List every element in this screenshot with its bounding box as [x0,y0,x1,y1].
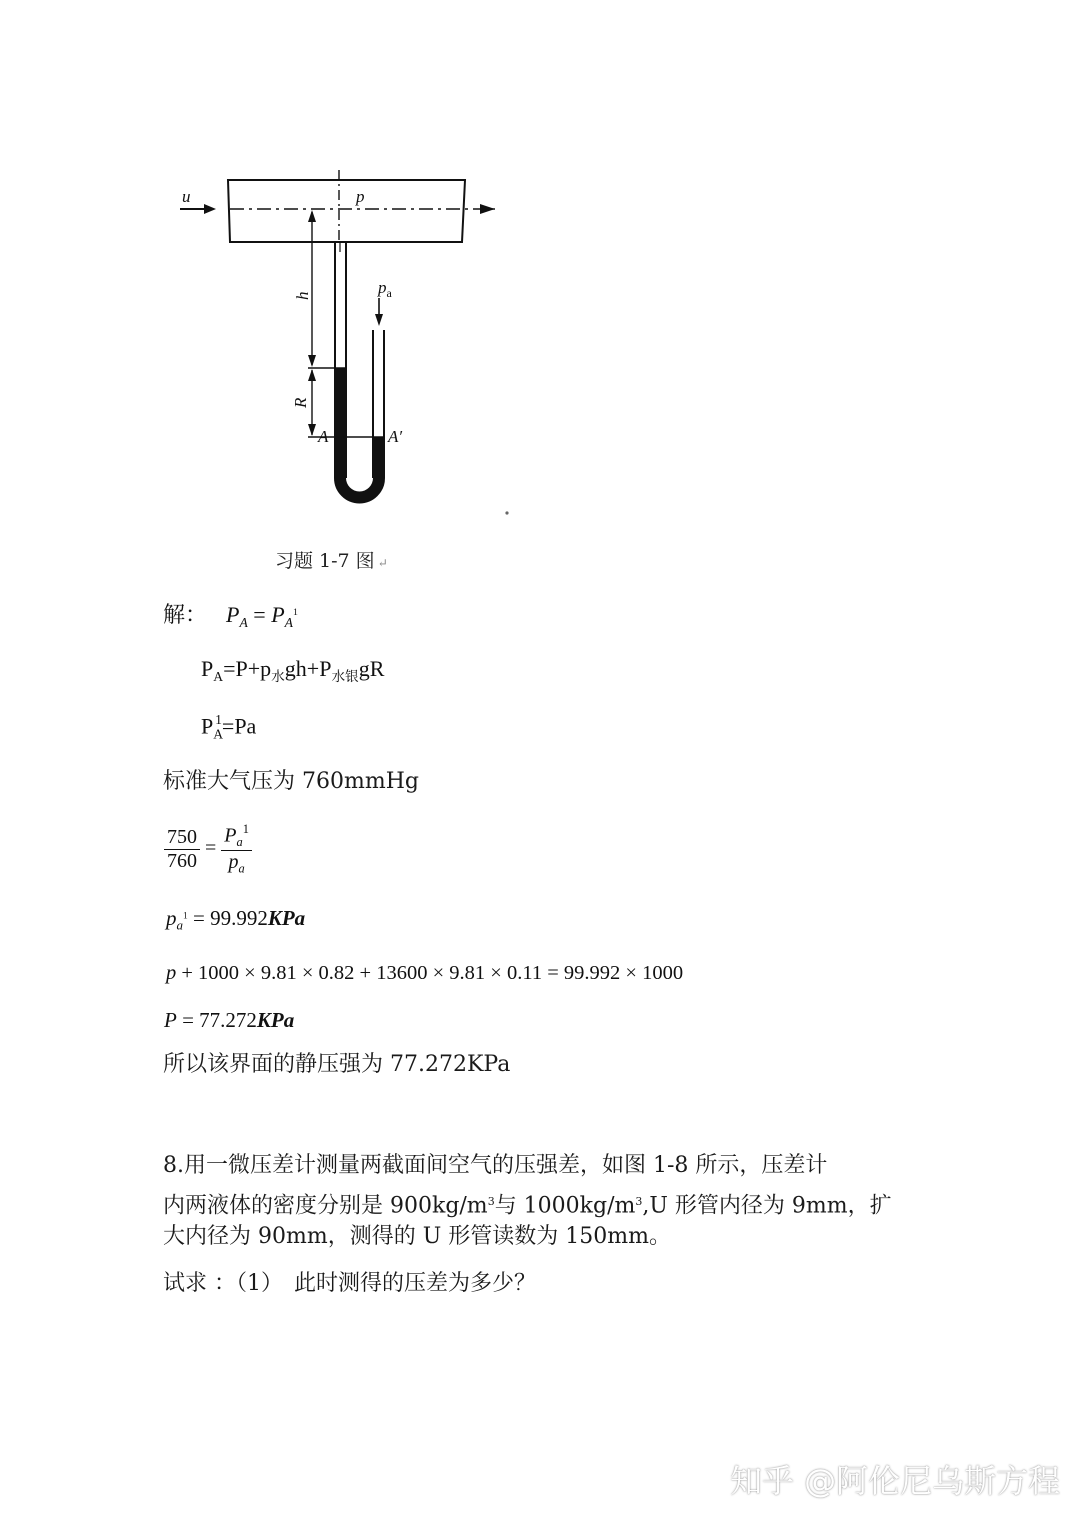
problem8-line2-a: 内两液体的密度分别是 900kg/m [163,1193,488,1219]
stray-dot [505,511,508,514]
dim-R-arrow-top [308,369,316,381]
pa1-unit: KPa [267,906,306,930]
eq2-a-sub: A [213,726,224,742]
eq0-rhs-sub: A [284,614,293,630]
inflow-arrowhead [204,204,216,214]
equation-pa-expansion [201,656,384,685]
dim-h-arrow-bottom [308,355,316,367]
solution-line-0 [163,598,298,631]
problem8-line1: 8.用一微压差计测量两截面间空气的压强差，如图 1-8 所示，压差计 [163,1153,828,1178]
eq2-a: P [201,713,214,739]
eq1-b: =P+p [223,656,272,681]
eq1-c-sub: 水银 [331,668,359,685]
label-R: R [291,397,310,408]
conclusion-text: 所以该界面的静压强为 77.272KPa [163,1052,511,1077]
label-A-prime: A′ [388,427,403,446]
dim-h-arrow-top [308,210,316,222]
label-A: A [318,427,329,446]
u-tube-manometer-figure [150,160,530,530]
fraction-left-den: 760 [167,849,197,872]
fraction-right-den: p [228,851,239,873]
eq1-a-sub: A [213,668,224,684]
problem8-line2-sup2: 3 [635,1195,643,1208]
equation-P-result [164,1008,294,1033]
pa1-p: p [166,906,177,930]
problem8-line2-sup1: 3 [487,1195,495,1208]
pa1-sup: 1 [183,911,188,922]
equation-pa-equals-pa1: $P_A = P_A^1$ [226,602,298,630]
eq1-c: gh+P [284,656,332,681]
figure-caption-text: 习题 1-7 图 [275,550,375,572]
P-result-val: = 77.272 [176,1008,257,1032]
fraction-right-den-sub: a [238,861,245,876]
fraction-right [221,822,252,876]
label-p: p [356,187,365,206]
zhihu-watermark: 知乎 @阿伦尼乌斯方程 [730,1462,1061,1500]
figure-caption [275,546,388,573]
problem8-line3: 大内径为 90mm，测得的 U 形管读数为 150mm。 [163,1224,671,1249]
fraction-right-num-sub: a [236,835,243,849]
pa1-val: = 99.992 [187,906,268,930]
equation-pa1-value [166,906,305,934]
fraction-right-num: P [224,824,237,847]
problem8-question: 试求 ：（1） 此时测得的压差为多少？ [163,1271,536,1296]
eq2-a-sup: 1 [215,712,222,727]
long-eq-p: p [166,962,177,984]
return-mark-icon: ↵ [377,556,388,570]
eq0-rhs-sup: 1 [293,607,298,619]
mercury-column [335,368,384,503]
horizontal-pipe [228,180,465,242]
eq0-lhs: P [226,602,240,627]
equation-pressure-balance [166,962,683,985]
fraction-left-num: 750 [164,826,200,850]
standard-atmosphere-text: 标准大气压为 760mmHg [163,769,419,794]
eq2-b: =Pa [221,713,257,739]
pa-arrowhead [375,314,383,326]
P-result-P: P [164,1008,177,1032]
eq1-d: gR [358,656,385,681]
solution-prefix: 解： [163,603,208,628]
pa1-sub: a [176,917,184,933]
fraction-right-num-sup: 1 [242,822,249,836]
flow-arrow-right [480,204,495,214]
label-h: h [293,291,312,300]
problem8-line2-b: 与 1000kg/m [494,1193,636,1219]
fraction-left [164,826,200,873]
P-result-unit: KPa [256,1008,295,1032]
label-pa: $p_a$ [378,278,392,300]
fraction-equation: $\frac{750}{760}$ = $\frac{P_a^1}{p_a}$ [164,822,252,876]
eq1-b-sub: 水 [271,668,285,685]
eq1-a: P [201,656,214,681]
equation-pa1-equals-pa [201,712,256,742]
eq0-rhs: P [271,602,285,627]
long-eq-rest: + 1000 × 9.81 × 0.82 + 13600 × 9.81 × 0.11 = 99.992 × 1000 [176,962,684,984]
label-u: u [182,187,191,206]
dim-R-arrow-bottom [308,424,316,436]
eq0-lhs-sub: A [239,614,248,630]
problem8-line2-c: ,U 形管内径为 9mm，扩 [642,1193,892,1219]
